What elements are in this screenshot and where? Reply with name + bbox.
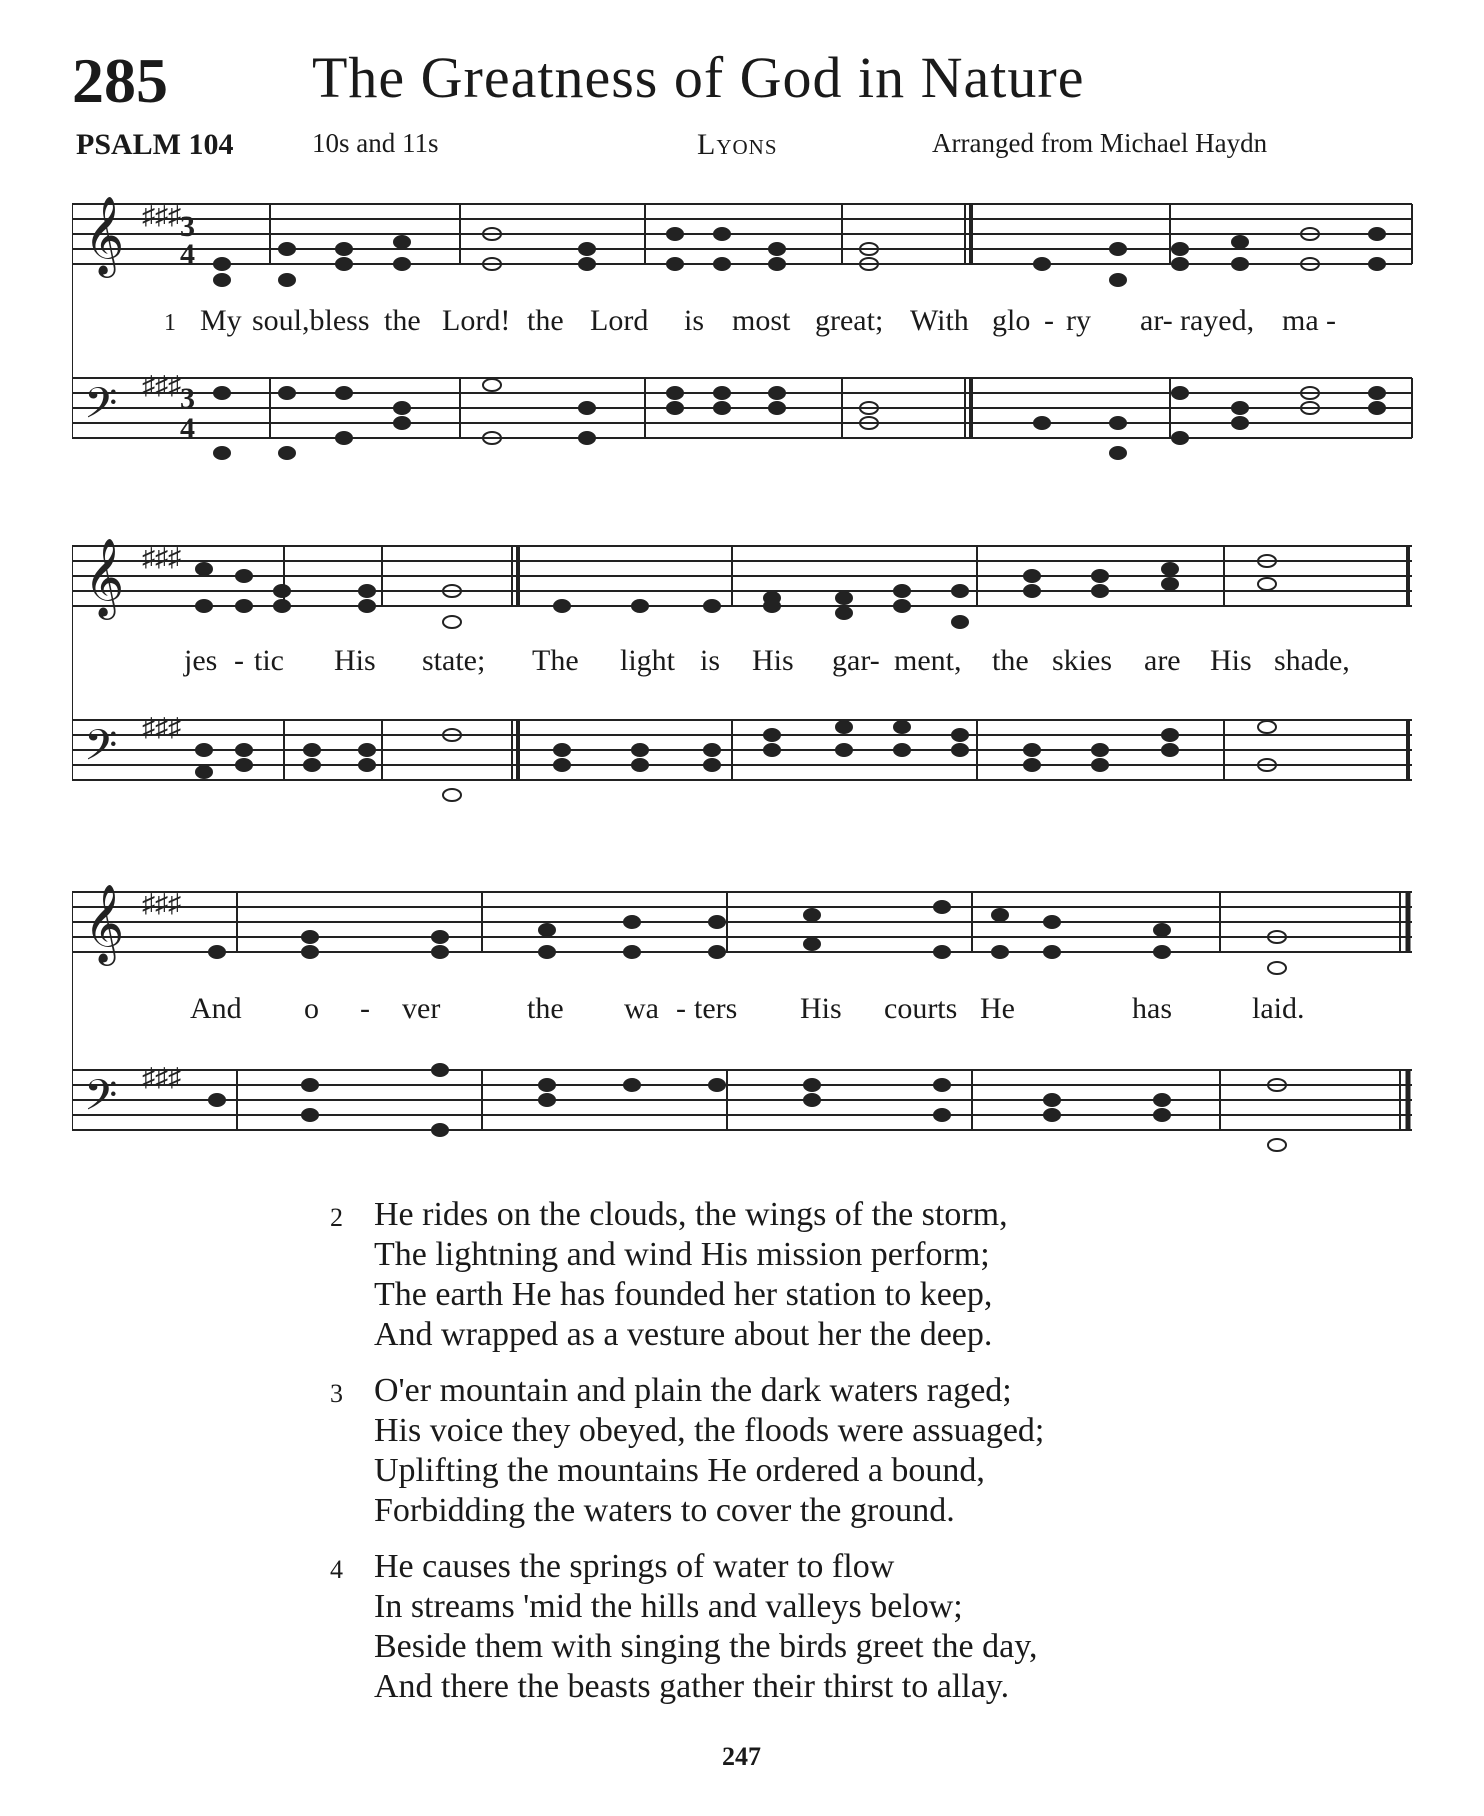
verse-line: And wrapped as a vesture about her the deep.	[374, 1316, 993, 1353]
svg-text:4: 4	[180, 238, 195, 271]
bass-staff-1	[72, 378, 1412, 438]
treble-clef-icon: 𝄞	[84, 539, 125, 615]
verse-line: He causes the springs of water to flow	[374, 1548, 895, 1585]
verse-line: The earth He has founded her station to keep,	[374, 1276, 993, 1313]
treble-clef-icon: 𝄞	[84, 885, 125, 961]
hymn-number: 285	[72, 45, 168, 116]
verses	[330, 1195, 1230, 1723]
music-system-2	[72, 522, 1417, 822]
music-system-3	[72, 868, 1417, 1178]
lyric-line-2: jes - tic His state; The light is His gar- ment, the skies are His shade,	[184, 644, 1350, 677]
lyric-line-3: And o - ver the wa - ters His courts He has laid.	[190, 992, 1305, 1025]
hymn-meta	[72, 128, 1412, 168]
verse-line: He rides on the clouds, the wings of the storm,	[374, 1196, 1008, 1233]
verse-number: 4	[330, 1555, 343, 1584]
treble-staff-1	[72, 204, 1412, 264]
verse-3	[330, 1371, 1230, 1531]
verse-line: Forbidding the waters to cover the ground.	[374, 1492, 955, 1529]
verse-line: Uplifting the mountains He ordered a bound,	[374, 1452, 985, 1489]
arranger: Arranged from Michael Haydn	[932, 128, 1268, 158]
verse-line: His voice they obeyed, the floods were assuaged;	[374, 1412, 1045, 1449]
treble-staff-2	[72, 546, 1412, 606]
meter: 10s and 11s	[312, 128, 439, 158]
verse-line: And there the beasts gather their thirst to allay.	[374, 1668, 1010, 1705]
key-signature-icon: ♯♯♯	[142, 201, 181, 230]
bass-clef-icon: 𝄢	[84, 381, 118, 438]
page-number: 247	[722, 1742, 761, 1771]
time-signature-icon: 3	[180, 210, 195, 243]
verse-line: O'er mountain and plain the dark waters raged;	[374, 1372, 1012, 1409]
svg-text:3: 3	[180, 382, 195, 415]
key-signature-icon: ♯♯♯	[142, 371, 181, 400]
svg-text:4: 4	[180, 412, 195, 445]
hymn-title: The Greatness of God in Nature	[312, 45, 1085, 110]
key-signature-icon: ♯♯♯	[142, 889, 181, 918]
verse-number: 2	[330, 1203, 343, 1232]
bass-clef-icon: 𝄢	[84, 723, 118, 780]
treble-staff-3	[72, 892, 1412, 952]
tune-name: Lyons	[697, 128, 778, 161]
verse-line: In streams 'mid the hills and valleys below;	[374, 1588, 963, 1625]
verse-number: 3	[330, 1379, 343, 1408]
bass-staff-2	[72, 720, 1412, 780]
lyric-line-1: 1 My soul,bless the Lord! the Lord is most great; With glo - ry ar- rayed, ma -	[164, 304, 1336, 337]
key-signature-icon: ♯♯♯	[142, 543, 181, 572]
music-system-1	[72, 180, 1417, 480]
verse-line: The lightning and wind His mission perform;	[374, 1236, 990, 1273]
verse-line: Beside them with singing the birds greet the day,	[374, 1628, 1038, 1665]
psalm-reference: PSALM 104	[76, 128, 234, 161]
key-signature-icon: ♯♯♯	[142, 1063, 181, 1092]
key-signature-icon: ♯♯♯	[142, 713, 181, 742]
bass-staff-3	[72, 1070, 1412, 1130]
bass-clef-icon: 𝄢	[84, 1073, 118, 1130]
verse-2	[330, 1195, 1230, 1355]
treble-clef-icon: 𝄞	[84, 197, 125, 273]
hymn-header	[72, 40, 1412, 120]
verse-4	[330, 1547, 1230, 1707]
